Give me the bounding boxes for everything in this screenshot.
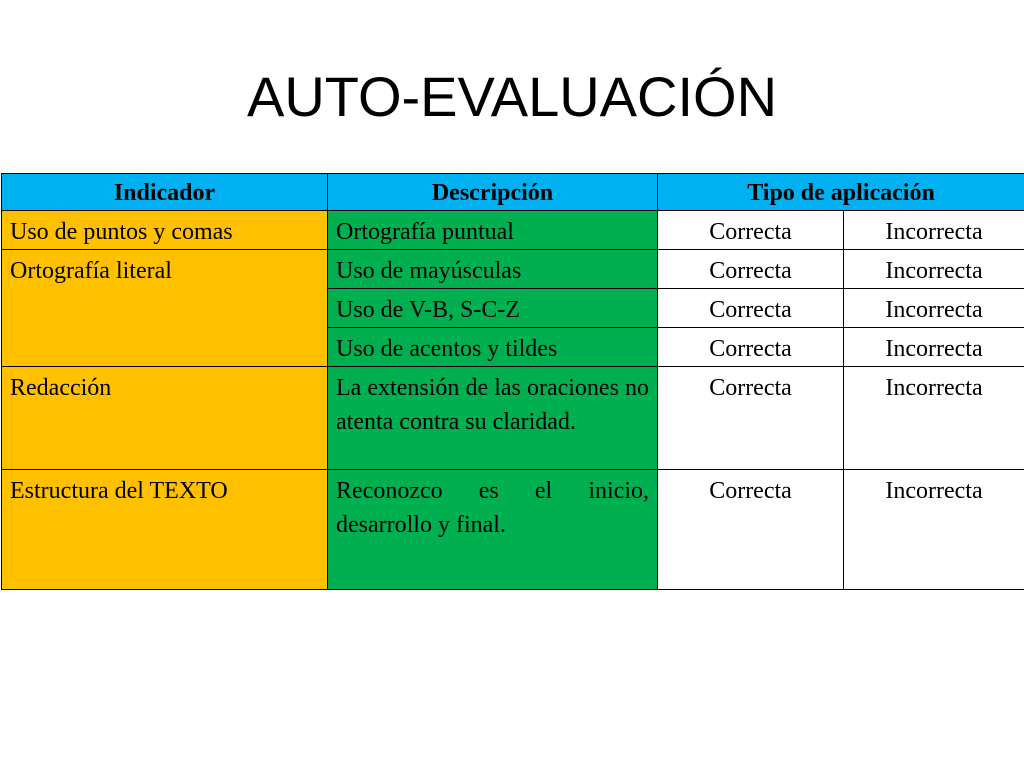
description-cell: La extensión de las oraciones no atenta contra su claridad. xyxy=(328,367,658,470)
table-row xyxy=(2,250,1024,289)
table-row xyxy=(2,367,1024,470)
header-indicator: Indicador xyxy=(2,174,328,211)
option-correct-cell[interactable]: Correcta xyxy=(658,211,844,250)
table-row xyxy=(2,211,1024,250)
indicator-cell: Ortografía literal xyxy=(2,250,328,367)
option-correct-cell[interactable]: Correcta xyxy=(658,250,844,289)
option-incorrect-cell[interactable]: Incorrecta xyxy=(844,328,1024,367)
slide-title: AUTO-EVALUACIÓN xyxy=(246,65,778,128)
indicator-cell: Redacción xyxy=(2,367,328,470)
header-description: Descripción xyxy=(328,174,658,211)
option-incorrect-cell[interactable]: Incorrecta xyxy=(844,470,1024,590)
evaluation-table xyxy=(1,173,1024,590)
option-incorrect-cell[interactable]: Incorrecta xyxy=(844,250,1024,289)
description-cell: Reconozco es el inicio, desarrollo y final. xyxy=(328,470,658,590)
indicator-cell: Estructura del TEXTO xyxy=(2,470,328,590)
option-correct-cell[interactable]: Correcta xyxy=(658,289,844,328)
option-correct-cell[interactable]: Correcta xyxy=(658,328,844,367)
option-correct-cell[interactable]: Correcta xyxy=(658,367,844,470)
option-incorrect-cell[interactable]: Incorrecta xyxy=(844,367,1024,470)
description-cell: Uso de V-B, S-C-Z xyxy=(328,289,658,328)
description-cell: Ortografía puntual xyxy=(328,211,658,250)
indicator-cell: Uso de puntos y comas xyxy=(2,211,328,250)
header-application-type: Tipo de aplicación xyxy=(658,174,1024,211)
table-row xyxy=(2,470,1024,590)
option-correct-cell[interactable]: Correcta xyxy=(658,470,844,590)
option-incorrect-cell[interactable]: Incorrecta xyxy=(844,289,1024,328)
description-cell: Uso de mayúsculas xyxy=(328,250,658,289)
option-incorrect-cell[interactable]: Incorrecta xyxy=(844,211,1024,250)
description-cell: Uso de acentos y tildes xyxy=(328,328,658,367)
table-header-row xyxy=(2,174,1024,211)
